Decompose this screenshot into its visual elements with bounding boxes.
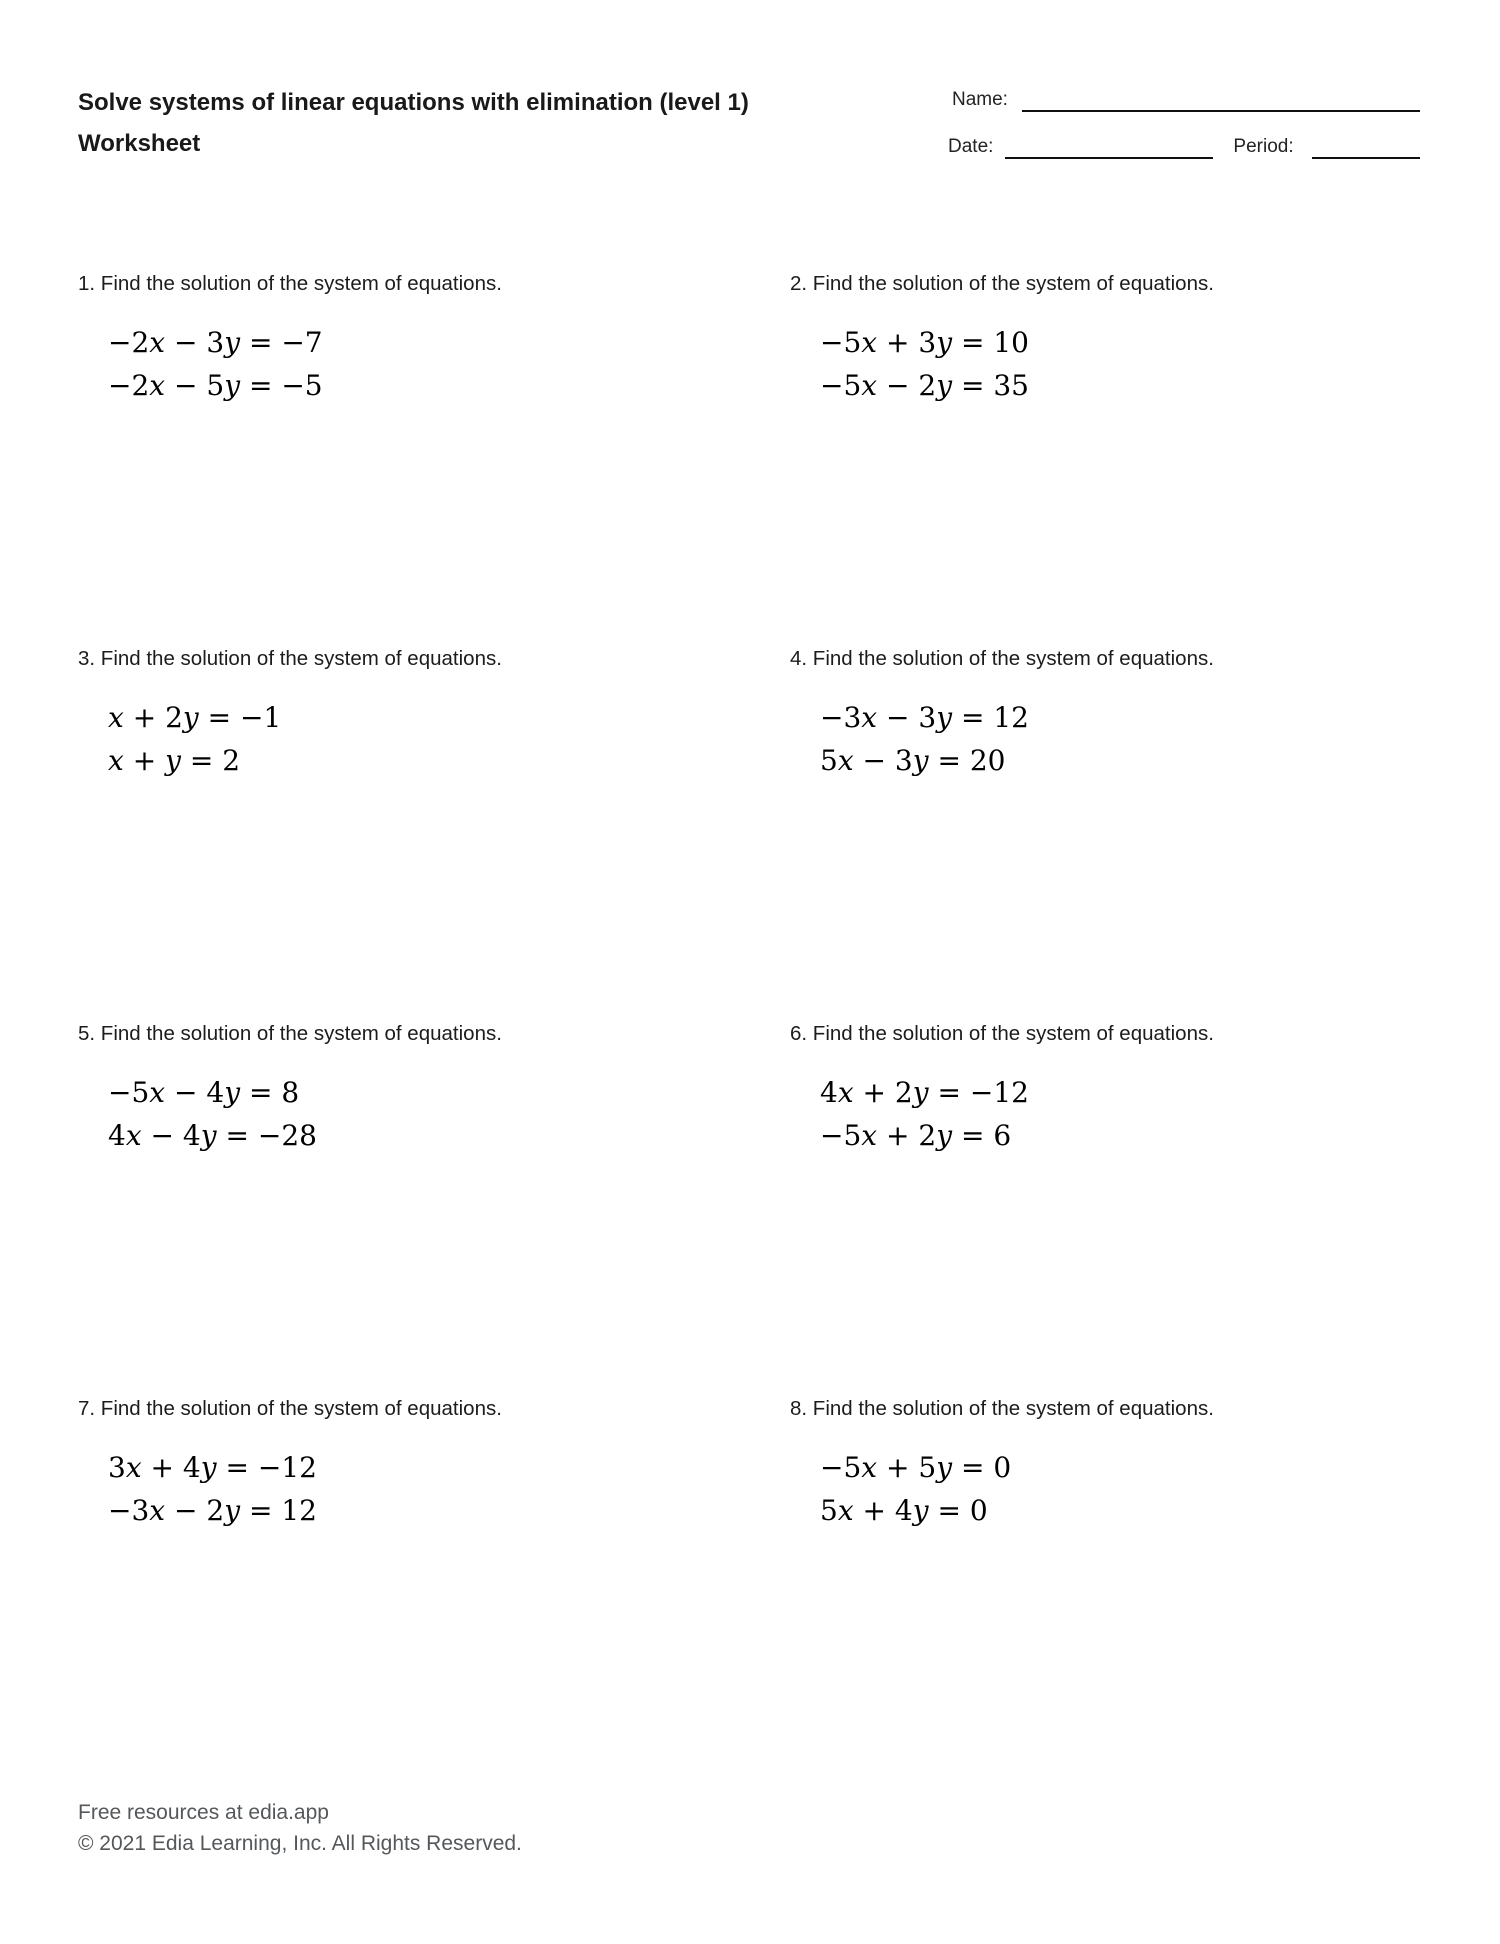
equation-line-2: x + y = 2 [108,744,241,777]
problem-3 [78,645,743,782]
period-blank-line [1312,153,1420,159]
footer [78,1797,522,1859]
problem-6 [790,1020,1455,1157]
equation-system [820,696,1455,782]
equation-line-2: 5x − 3y = 20 [820,744,1006,777]
equation-line-1: 3x + 4y = −12 [108,1451,317,1484]
equation-line-1: −5x + 5y = 0 [820,1451,1012,1484]
equation-system [108,1446,743,1532]
problem-heading: 5. Find the solution of the system of equations. [78,1022,502,1045]
problem-heading: 1. Find the solution of the system of equations. [78,272,502,295]
problem-heading: 4. Find the solution of the system of equations. [790,647,1214,670]
name-label: Name: [952,89,1008,110]
equation-line-2: −3x − 2y = 12 [108,1494,317,1527]
period-label: Period: [1233,136,1294,157]
equation-system [108,696,743,782]
header [78,82,878,164]
problem-2 [790,270,1455,407]
date-period-field-row [948,135,1420,159]
name-blank-line [1022,106,1420,112]
equation-system [820,1071,1455,1157]
problem-heading: 7. Find the solution of the system of equations. [78,1397,502,1420]
equation-system [108,321,743,407]
equation-line-2: 4x − 4y = −28 [108,1119,317,1152]
date-label: Date: [948,136,994,157]
equation-system [820,321,1455,407]
equation-line-1: −3x − 3y = 12 [820,701,1029,734]
problem-8 [790,1395,1455,1532]
page-title: Solve systems of linear equations with elimination (level 1) [78,89,749,116]
date-blank-line [1005,153,1213,159]
name-field-row [952,88,1420,112]
equation-line-1: −5x − 4y = 8 [108,1076,300,1109]
problem-heading: 2. Find the solution of the system of equations. [790,272,1214,295]
worksheet-subtitle: Worksheet [78,130,201,157]
equation-line-2: −2x − 5y = −5 [108,369,323,402]
problem-4 [790,645,1455,782]
equation-system [820,1446,1455,1532]
problem-heading: 8. Find the solution of the system of equations. [790,1397,1214,1420]
equation-line-1: −2x − 3y = −7 [108,326,323,359]
footer-copyright-text: © 2021 Edia Learning, Inc. All Rights Reserved. [78,1832,522,1855]
problem-heading: 6. Find the solution of the system of equations. [790,1022,1214,1045]
problem-heading: 3. Find the solution of the system of equations. [78,647,502,670]
equation-line-1: 4x + 2y = −12 [820,1076,1029,1109]
equation-system [108,1071,743,1157]
problem-5 [78,1020,743,1157]
equation-line-2: −5x − 2y = 35 [820,369,1029,402]
footer-resources-text: Free resources at edia.app [78,1801,329,1824]
problem-1 [78,270,743,407]
equation-line-1: x + 2y = −1 [108,701,282,734]
equation-line-2: 5x + 4y = 0 [820,1494,988,1527]
problem-7 [78,1395,743,1532]
equation-line-1: −5x + 3y = 10 [820,326,1029,359]
equation-line-2: −5x + 2y = 6 [820,1119,1012,1152]
